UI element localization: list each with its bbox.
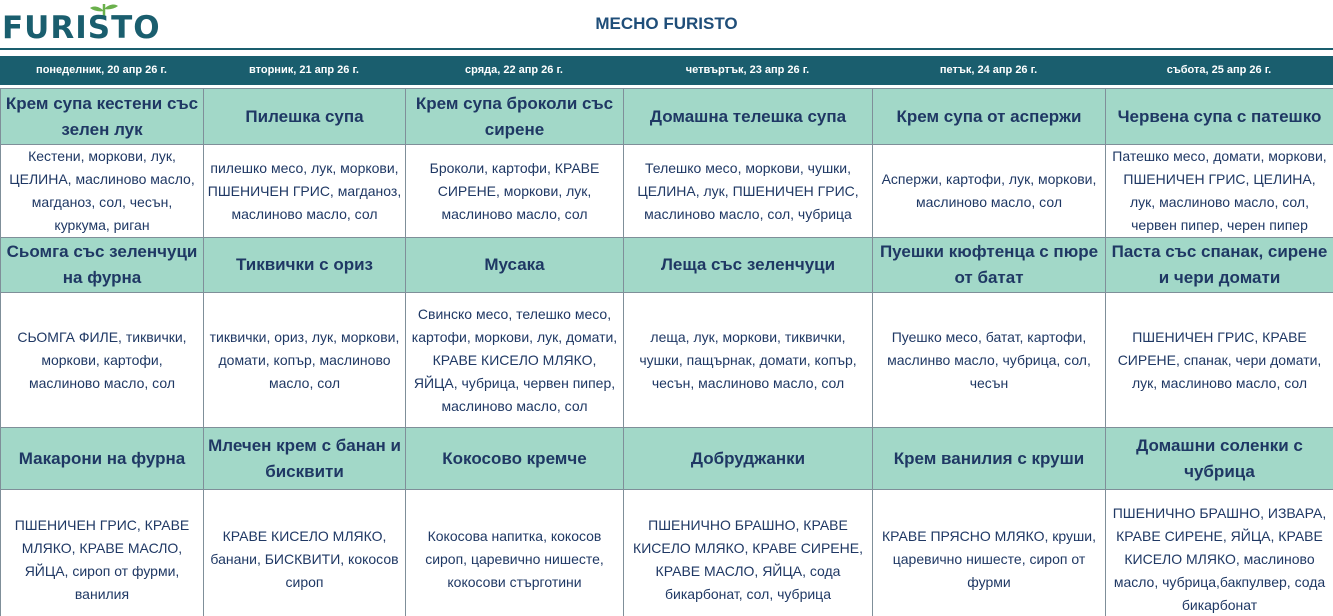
day-header: вторник, 21 апр 26 г.: [249, 64, 359, 76]
dish-name: Крем ванилия с круши: [873, 428, 1106, 490]
dish-name: Мусака: [406, 238, 624, 293]
ingredients: СЬОМГА ФИЛЕ, тиквички, моркови, картофи, маслиново масло, сол: [1, 293, 204, 428]
ingredients: тиквички, ориз, лук, моркови, домати, копър, маслиново масло, сол: [204, 293, 406, 428]
dish-name: Пуешки кюфтенца с пюре от батат: [873, 238, 1106, 293]
dish-name: Сьомга със зеленчуци на фурна: [1, 238, 204, 293]
ingredients: ПШЕНИЧЕН ГРИС, КРАВЕ МЛЯКО, КРАВЕ МАСЛО, ЯЙЦА, сироп от фурми, ванилия: [1, 490, 204, 616]
ingredients: леща, лук, моркови, тиквички, чушки, пащърнак, домати, копър, чесън, маслиново масло, сол: [624, 293, 873, 428]
dish-name: Кокосово кремче: [406, 428, 624, 490]
ingredients: пилешко месо, лук, моркови, ПШЕНИЧЕН ГРИС, магданоз, маслиново масло, сол: [204, 145, 406, 238]
dish-name: Добруджанки: [624, 428, 873, 490]
dish-name: Крем супа от аспержи: [873, 89, 1106, 145]
day-header: понеделник, 20 апр 26 г.: [36, 64, 167, 76]
dish-name: Макарони на фурна: [1, 428, 204, 490]
ingredients: Свинско месо, телешко месо, картофи, моркови, лук, домати, КРАВЕ КИСЕЛО МЛЯКО, ЯЙЦА, чубрица, червен пипер, маслиново масло, сол: [406, 293, 624, 428]
divider: [0, 48, 1333, 50]
dish-row: [1, 428, 1333, 490]
dish-row: [1, 238, 1333, 293]
day-header-row: [0, 56, 1333, 85]
dish-name: Пилешка супа: [204, 89, 406, 145]
dish-name: Паста със спанак, сирене и чери домати: [1106, 238, 1333, 293]
ingredients: Телешко месо, моркови, чушки, ЦЕЛИНА, лук, ПШЕНИЧЕН ГРИС, маслиново масло, сол, чубрица: [624, 145, 873, 238]
day-header: четвъртък, 23 апр 26 г.: [685, 64, 810, 76]
page-title: МЕСНО FURISTO: [595, 14, 738, 33]
ingredients-row: [1, 490, 1333, 616]
dish-name: Домашни соленки с чубрица: [1106, 428, 1333, 490]
day-header: събота, 25 апр 26 г.: [1166, 64, 1272, 76]
ingredients: Патешко месо, домати, моркови, ПШЕНИЧЕН ГРИС, ЦЕЛИНА, лук, маслиново масло, сол, червен пипер, черен пипер: [1106, 145, 1333, 238]
logo-text: FURISTO: [2, 10, 161, 46]
dish-row: [1, 89, 1333, 145]
dish-name: Червена супа с патешко: [1106, 89, 1333, 145]
menu-table: [0, 88, 1333, 616]
dish-name: Тиквички с ориз: [204, 238, 406, 293]
dish-name: Крем супа броколи със сирене: [406, 89, 624, 145]
ingredients: ПШЕНИЧНО БРАШНО, КРАВЕ КИСЕЛО МЛЯКО, КРАВЕ СИРЕНЕ, КРАВЕ МАСЛО, ЯЙЦА, сода бикарбонат, сол, чубрица: [624, 490, 873, 616]
ingredients: Броколи, картофи, КРАВЕ СИРЕНЕ, моркови, лук, маслиново масло, сол: [406, 145, 624, 238]
ingredients: Кокосова напитка, кокосов сироп, царевично нишесте, кокосови стърготини: [406, 490, 624, 616]
dish-name: Крем супа кестени със зелен лук: [1, 89, 204, 145]
ingredients: ПШЕНИЧНО БРАШНО, ИЗВАРА, КРАВЕ СИРЕНЕ, ЯЙЦА, КРАВЕ КИСЕЛО МЛЯКО, маслиново масло, чубрица,бакпулвер, сода бикарбонат: [1106, 490, 1333, 616]
day-header: петък, 24 апр 26 г.: [939, 64, 1038, 76]
ingredients: ПШЕНИЧЕН ГРИС, КРАВЕ СИРЕНЕ, спанак, чери домати, лук, маслиново масло, сол: [1106, 293, 1333, 428]
dish-name: Леща със зеленчуци: [624, 238, 873, 293]
day-header: сряда, 22 апр 26 г.: [465, 64, 563, 76]
dish-name: Млечен крем с банан и бисквити: [204, 428, 406, 490]
ingredients-row: [1, 293, 1333, 428]
ingredients: КРАВЕ КИСЕЛО МЛЯКО, банани, БИСКВИТИ, кокосов сироп: [204, 490, 406, 616]
ingredients: Аспержи, картофи, лук, моркови, маслиново масло, сол: [873, 145, 1106, 238]
ingredients: КРАВЕ ПРЯСНО МЛЯКО, круши, царевично нишесте, сироп от фурми: [873, 490, 1106, 616]
dish-name: Домашна телешка супа: [624, 89, 873, 145]
ingredients: Пуешко месо, батат, картофи, маслинво масло, чубрица, сол, чесън: [873, 293, 1106, 428]
ingredients-row: [1, 145, 1333, 238]
ingredients: Кестени, моркови, лук, ЦЕЛИНА, маслиново масло, магданоз, сол, чесън, куркума, риган: [1, 145, 204, 238]
